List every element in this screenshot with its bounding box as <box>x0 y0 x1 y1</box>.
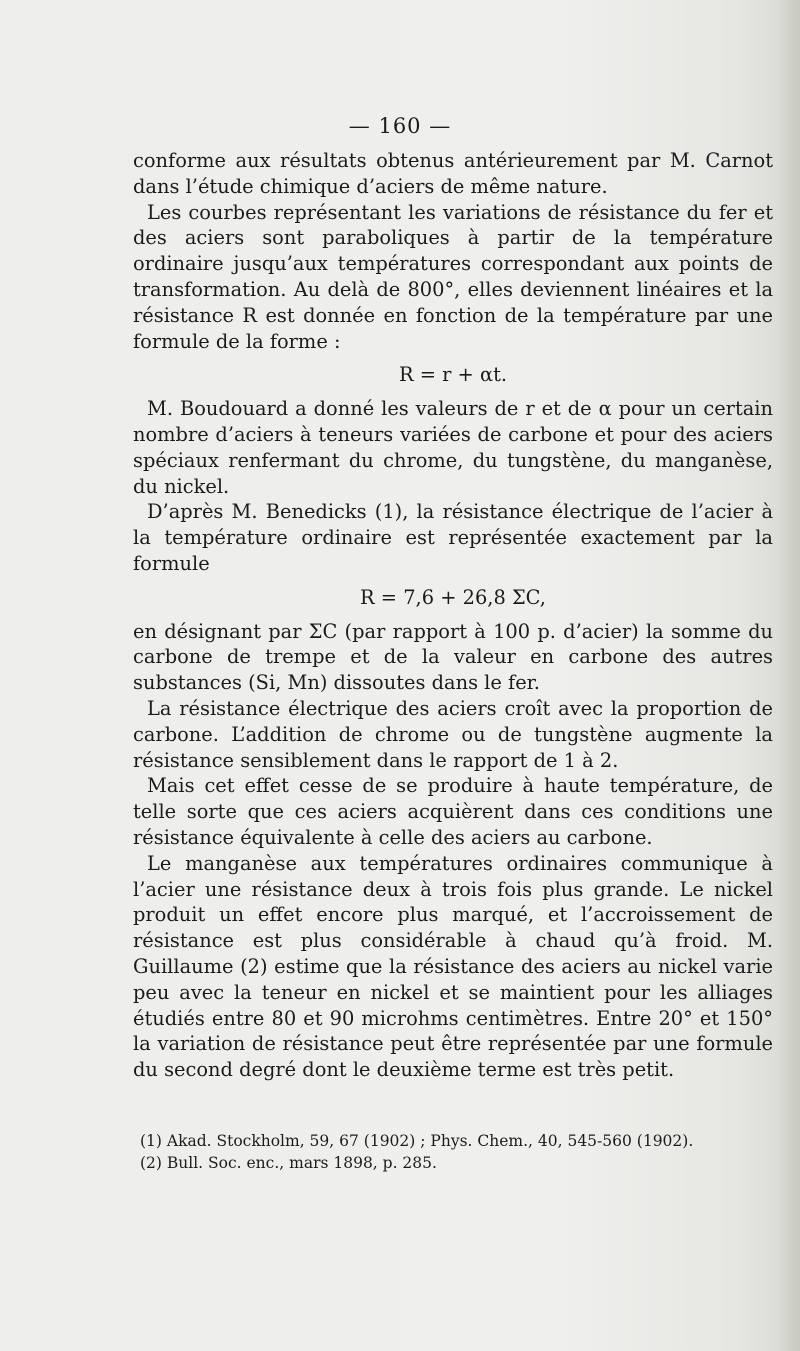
paragraph-1: conforme aux résultats obtenus antérieurement par M. Carnot dans l’étude chimique d’aciers de même nature. <box>133 149 773 198</box>
footnote-1: (1) Akad. Stockholm, 59, 67 (1902) ; Phys. Chem., 40, 545-560 (1902). <box>140 1132 694 1150</box>
paragraph-5: en désignant par ΣC (par rapport à 100 p. d’acier) la somme du carbone de trempe et de la valeur en carbone des autres substances (Si, Mn) dissoutes dans le fer. <box>133 619 773 695</box>
formula-resistance-linear: R = r + αt. <box>398 363 508 387</box>
footnotes <box>140 1130 760 1174</box>
page-gutter-shadow <box>778 0 800 1351</box>
formula-benedicks: R = 7,6 + 26,8 ΣC, <box>360 585 546 609</box>
paragraph-6: La résistance électrique des aciers croît avec la proportion de carbone. L’addition de chrome ou de tungstène augmente la résistance sensiblement dans le rapport de 1 à 2. <box>133 696 773 772</box>
paragraph-7: Mais cet effet cesse de se produire à haute température, de telle sorte que ces aciers acquièrent dans ces conditions une résistance équivalente à celle des aciers au carbone. <box>133 774 773 849</box>
paragraph-2: Les courbes représentant les variations de résistance du fer et des aciers sont paraboliques à partir de la température ordinaire jusqu’aux températures correspondant aux points de transformation. Au delà de 800°, elles deviennent linéaires et la résistance R est donnée en fonction de la température par une formule de la forme : <box>133 200 773 353</box>
paragraph-3: M. Boudouard a donné les valeurs de r et de α pour un certain nombre d’aciers à teneurs variées de carbone et pour des aciers spéciaux renfermant du chrome, du tungstène, du manganèse, du nickel. <box>133 397 773 498</box>
page-number: — 160 — <box>348 114 452 138</box>
footnote-2: (2) Bull. Soc. enc., mars 1898, p. 285. <box>140 1154 437 1172</box>
paragraph-4: D’après M. Benedicks (1), la résistance électrique de l’acier à la température ordinaire est représentée exactement par la formule <box>133 500 773 575</box>
body-text <box>133 148 773 1083</box>
paragraph-8: Le manganèse aux températures ordinaires communique à l’acier une résistance deux à trois fois plus grande. Le nickel produit un effet encore plus marqué, et l’accroissement de résistance est plus considérable à chaud qu’à froid. M. Guillaume (2) estime que la résistance des aciers au nickel varie peu avec la teneur en nickel et se maintient pour les alliages étudiés entre 80 et 90 microhms centimètres. Entre 20° et 150° la variation de résistance peut être représentée par une formule du second degré dont le deuxième terme est très petit. <box>133 851 773 1082</box>
